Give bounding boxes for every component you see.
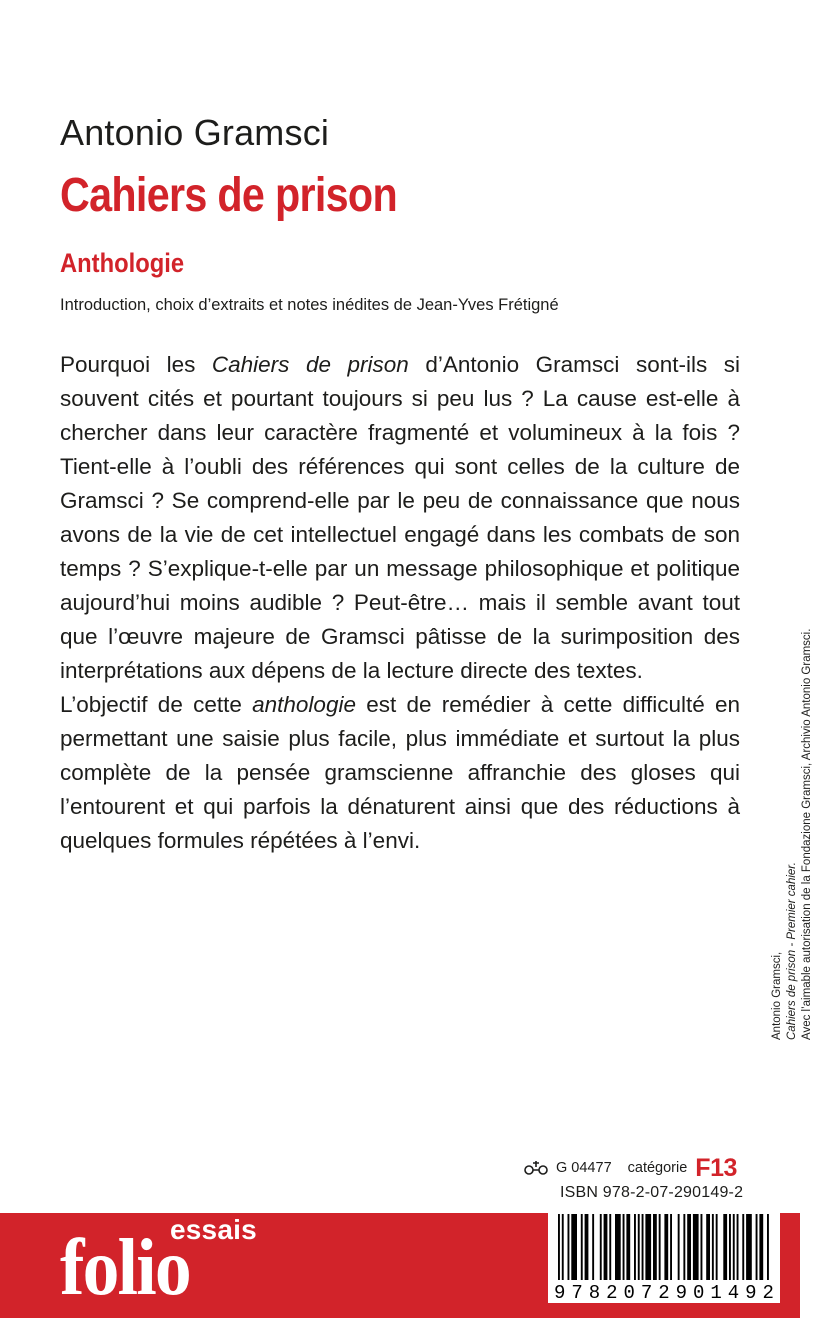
barcode-bar [742,1214,744,1280]
series-code: G 04477 [556,1160,612,1176]
photo-credit: Antonio Gramsci, Cahiers de prison - Premier cahier. Avec l’aimable autorisation de la Fondazione Gramsci, Archivio Antonio Gramsci. [771,628,813,1040]
barcode-bar [581,1214,583,1280]
author-name: Antonio Gramsci [60,112,330,153]
barcode-digit: 7 [640,1282,653,1304]
barcode-bar [701,1214,703,1280]
barcode-digit: 2 [606,1282,618,1304]
barcode-bar [645,1214,651,1280]
barcode-bar [693,1214,699,1280]
folio-logo: folio [60,1224,190,1312]
barcode-bar [592,1214,594,1280]
barcode-digit: 0 [623,1282,635,1304]
barcode-digits [548,1283,780,1303]
book-subtitle: Anthologie [60,248,185,278]
barcode-digit: 7 [571,1282,583,1304]
blurb-paragraph-1: Pourquoi les Cahiers de prison d’Antonio Gramsci sont-ils si souvent cités et pourtant toujours si peu lus ? La cause est-elle à chercher dans leur caractère fragmenté et volumineux à la fois ? Tient-elle à l’oubli des références qui sont celles de la culture de Gramsci ? Se comprend-elle par le peu de connaissance que nous avons de la vie de cet intellectuel engagé dans les combats de son temps ? S’explique-t-elle par un message philosophique et politique aujourd’hui moins audible ? Peut-être… mais il semble avant tout que l’œuvre majeure de Gramsci pâtisse de la surimposition des interprétations aux dépens de la lecture directe des textes. [60,352,740,683]
barcode [548,1211,780,1303]
category-code: F13 [695,1153,737,1182]
barcode-bar [716,1214,718,1280]
barcode-bar [767,1214,769,1280]
barcode-bar [562,1214,564,1280]
barcode-bar [706,1214,710,1280]
catalog-codes [522,1153,752,1183]
barcode-digit: 9 [554,1282,566,1304]
barcode-bar [600,1214,602,1280]
barcode-digit: 9 [745,1282,757,1304]
barcode-bar [604,1214,608,1280]
barcode-bar [623,1214,625,1280]
barcode-bar [634,1214,636,1280]
barcode-bar [609,1214,611,1280]
barcode-bar [571,1214,577,1280]
barcode-bar [737,1214,739,1280]
category-label: catégorie [627,1160,688,1176]
barcode-bar [558,1214,560,1280]
barcode-bar [653,1214,657,1280]
barcode-bar [642,1214,644,1280]
blurb-paragraph-2: L’objectif de cette anthologie est de remédier à cette difficulté en permettant une saisie plus facile, plus immédiate et surtout la plus complète de la pensée gramscienne affranchie des gloses qui l’entourent et qui parfois la dénaturent ainsi que des réductions à quelques formules répétées à l’envi. [60,692,740,853]
barcode-bar [664,1214,668,1280]
barcode-bar [678,1214,680,1280]
barcode-digit: 0 [693,1282,705,1304]
barcode-digit: 8 [588,1282,601,1304]
barcode-digit: 2 [658,1282,670,1304]
barcode-digit: 1 [710,1282,722,1304]
barcode-digit: 2 [762,1282,774,1304]
editor-credit: Introduction, choix d’extraits et notes inédites de Jean-Yves Frétigné [60,295,559,314]
barcode-bar [733,1214,735,1280]
barcode-bar [585,1214,589,1280]
barcode-digit: 9 [675,1282,688,1304]
barcode-bar [723,1214,727,1280]
gallimard-emblem-icon [522,1158,550,1178]
barcode-bar [626,1214,630,1280]
barcode-bar [729,1214,731,1280]
barcode-bar [756,1214,758,1280]
series-label: essais [170,1214,257,1245]
barcode-bars [556,1214,772,1284]
barcode-bar [615,1214,621,1280]
back-cover-blurb [60,348,740,858]
barcode-bar [568,1214,570,1280]
barcode-bar [759,1214,763,1280]
barcode-bar [687,1214,691,1280]
barcode-bar [683,1214,685,1280]
barcode-bar [712,1214,714,1280]
barcode-bar [746,1214,752,1280]
book-title: Cahiers de prison [60,169,397,222]
barcode-digit: 4 [727,1282,740,1304]
barcode-bar [670,1214,672,1280]
isbn: ISBN 978-2-07-290149-2 [560,1184,744,1201]
barcode-bar [638,1214,640,1280]
barcode-bar [659,1214,661,1280]
